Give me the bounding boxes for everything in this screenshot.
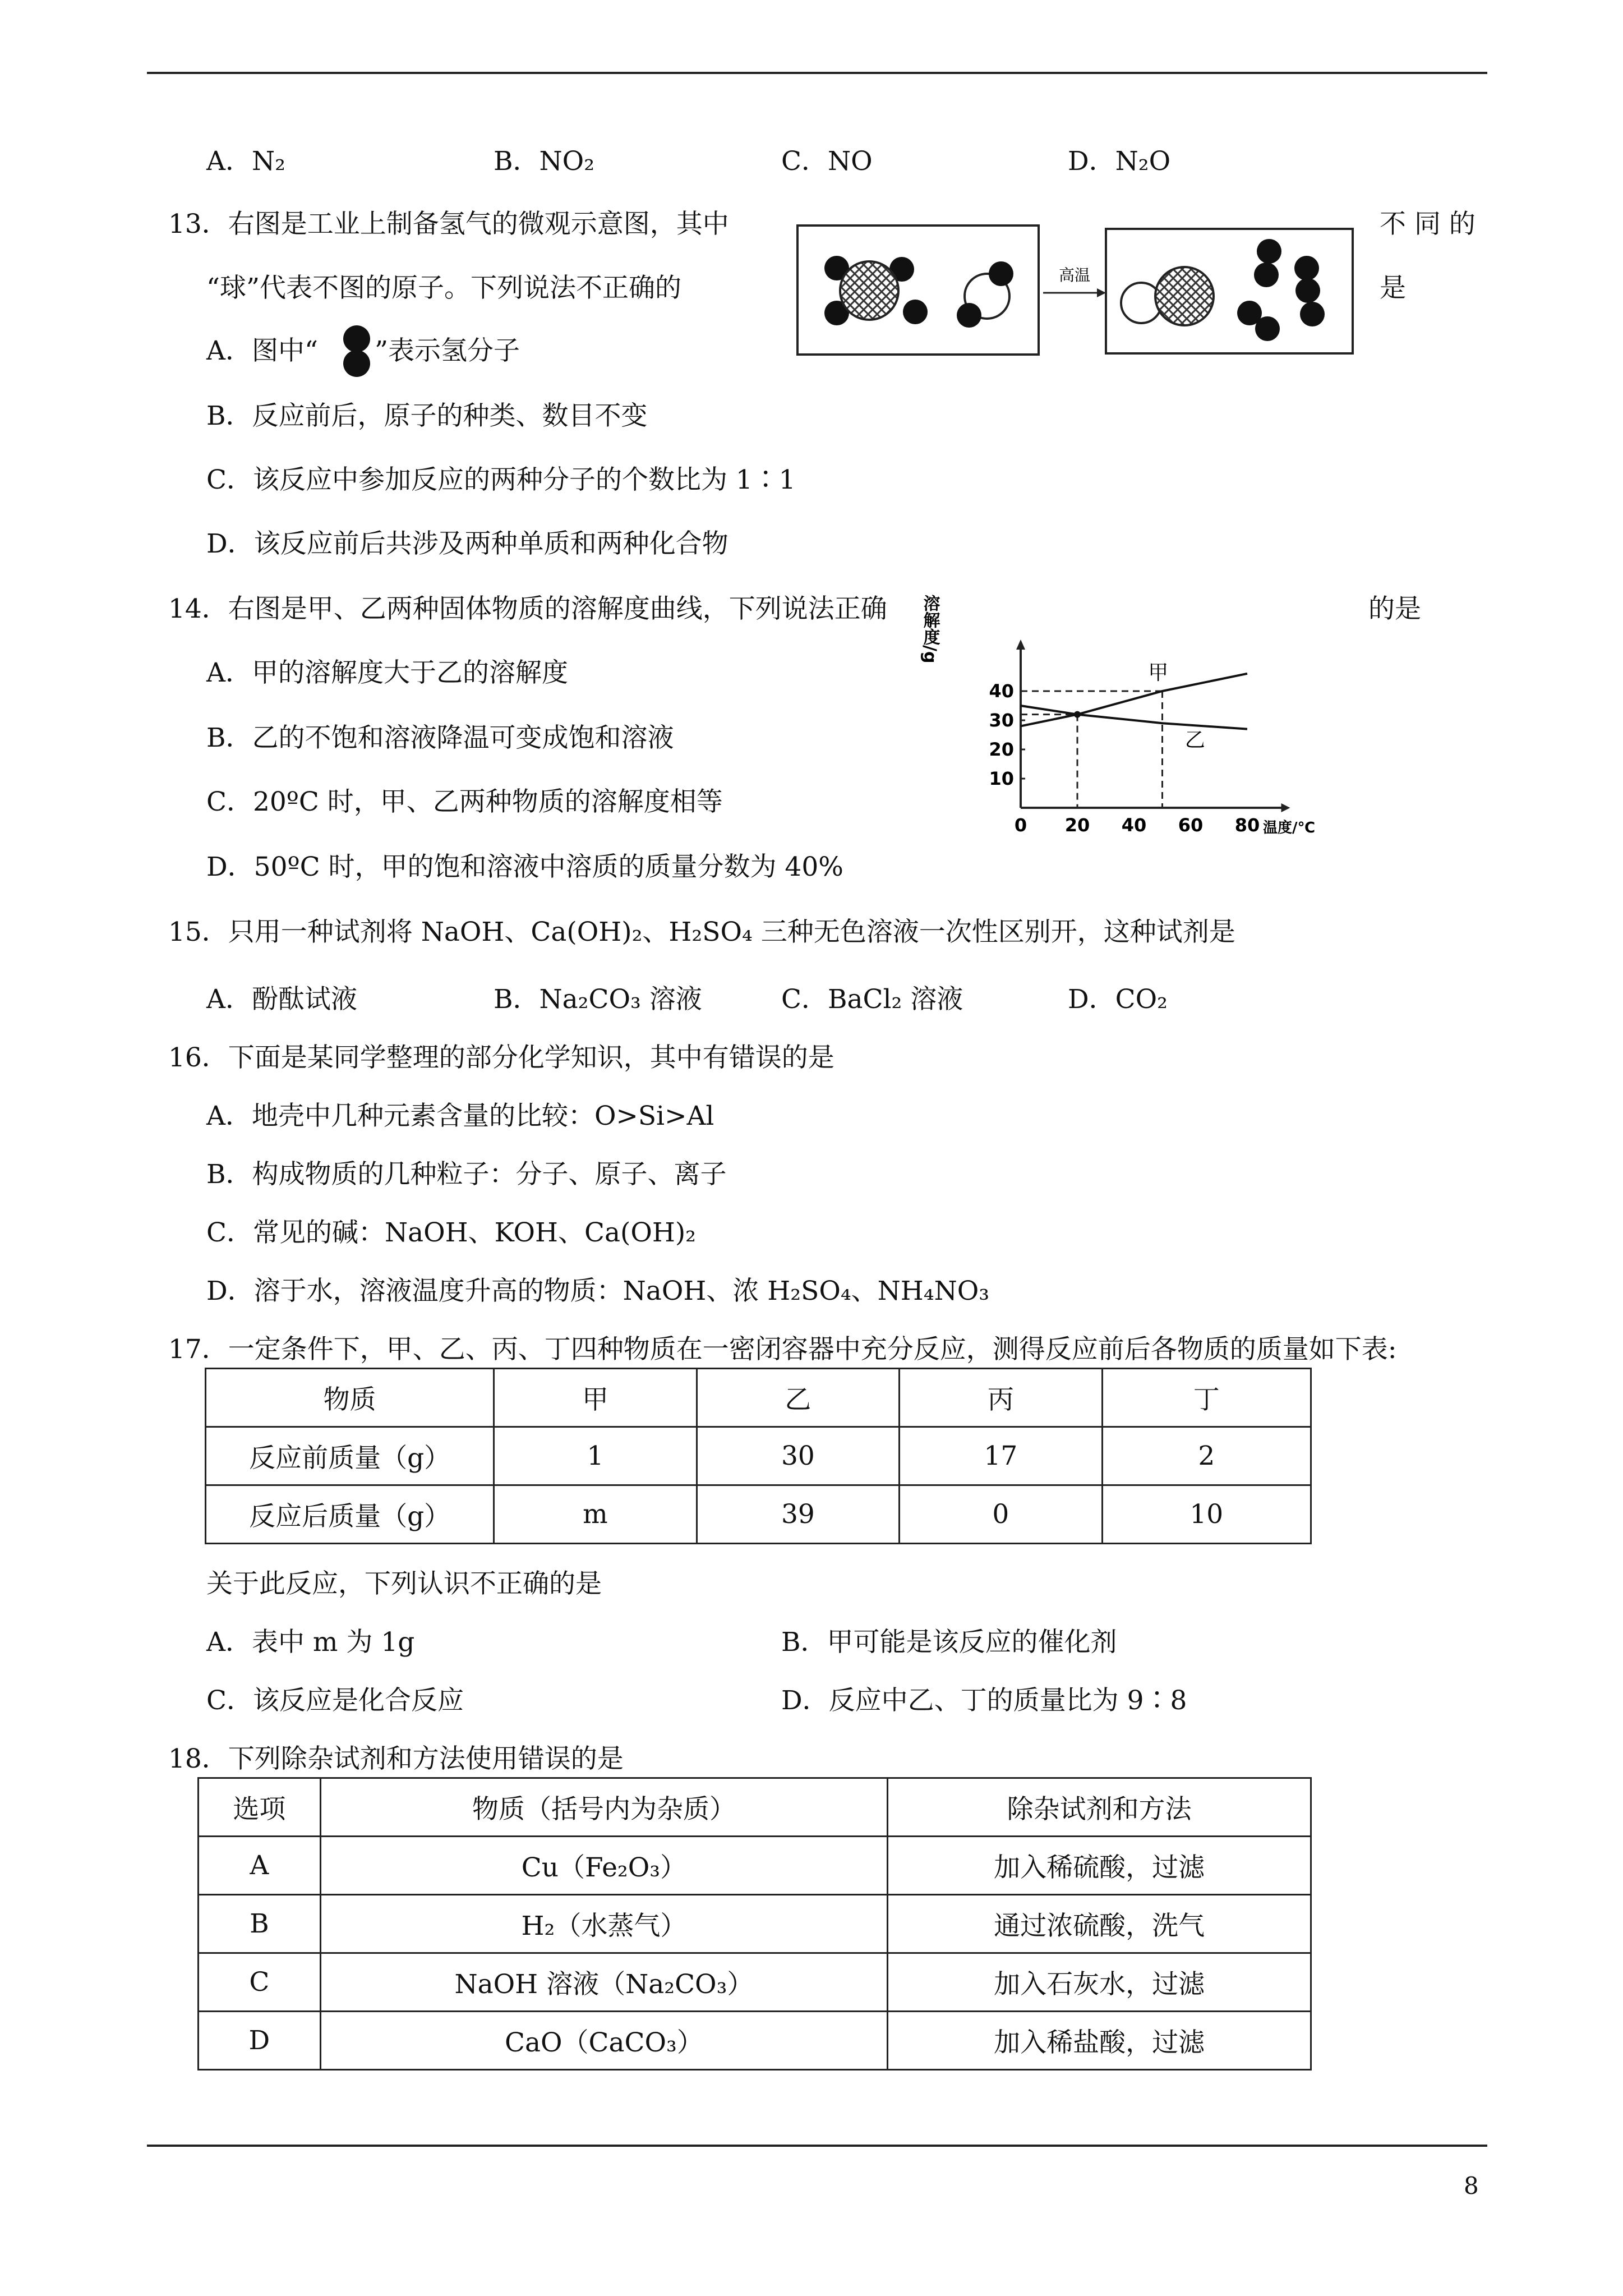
- q17-stem: 17．一定条件下，甲、乙、丙、丁四种物质在一密闭容器中充分反应，测得反应前后各物质的质量如下表:: [168, 1334, 1397, 1365]
- q14-option-c: C．20ºC 时，甲、乙两种物质的溶解度相等: [206, 786, 723, 817]
- table-cell: 加入稀盐酸，过滤: [888, 2012, 1311, 2070]
- table-cell: 1: [494, 1427, 697, 1485]
- series-line-jia: [1021, 674, 1247, 726]
- q17-option-a: A．表中 m 为 1g: [206, 1627, 415, 1658]
- table-row: [206, 1485, 1311, 1544]
- q13-option-a-post: ”表示氢分子: [375, 335, 520, 366]
- q17-option-b: B．甲可能是该反应的催化剂: [781, 1627, 1117, 1658]
- y-tick-label: 10: [989, 768, 1014, 789]
- table-cell: 2: [1102, 1427, 1311, 1485]
- x-axis-label: 温度/℃: [1263, 820, 1315, 836]
- q13-stem-line1: 13．右图是工业上制备氢气的微观示意图，其中: [168, 209, 729, 240]
- series-label-jia: 甲: [1148, 661, 1169, 685]
- footer-rule: [147, 2145, 1487, 2147]
- table-cell: 选项: [199, 1778, 321, 1837]
- table-cell: 17: [900, 1427, 1102, 1485]
- x-tick-label: 0: [1014, 815, 1027, 836]
- table-row: [199, 1895, 1311, 1953]
- q15-option-d: D．CO₂: [1068, 984, 1168, 1015]
- table-cell: 加入石灰水，过滤: [888, 1953, 1311, 2012]
- q15-stem: 15．只用一种试剂将 NaOH、Ca(OH)₂、H₂SO₄ 三种无色溶液一次性区别开，这种试剂是: [168, 917, 1235, 947]
- q17-option-d: D．反应中乙、丁的质量比为 9∶8: [781, 1685, 1187, 1716]
- q12-option-d: D．N₂O: [1068, 146, 1171, 177]
- table-cell: 39: [697, 1485, 899, 1544]
- x-axis-arrow: [1281, 803, 1290, 812]
- table-row: [199, 1953, 1311, 2012]
- q12-option-a: A．N₂: [206, 146, 285, 177]
- q14-option-a: A．甲的溶解度大于乙的溶解度: [206, 657, 568, 688]
- q13-option-b: B．反应前后，原子的种类、数目不变: [206, 401, 648, 431]
- q16-stem: 16．下面是某同学整理的部分化学知识，其中有错误的是: [168, 1042, 834, 1073]
- table-cell: 反应前质量（g）: [206, 1427, 494, 1485]
- x-tick-label: 80: [1234, 815, 1260, 836]
- q15-option-b: B．Na₂CO₃ 溶液: [494, 984, 702, 1015]
- table-row: [206, 1427, 1311, 1485]
- q16-option-d: D．溶于水，溶液温度升高的物质：NaOH、浓 H₂SO₄、NH₄NO₃: [206, 1276, 990, 1306]
- q16-option-b: B．构成物质的几种粒子：分子、原子、离子: [206, 1159, 727, 1190]
- table-cell: 除杂试剂和方法: [888, 1778, 1311, 1837]
- chart-series: [1021, 674, 1247, 729]
- y-tick-label: 40: [989, 680, 1014, 702]
- q13-stem-line1-tail: 不 同 的: [1380, 209, 1476, 240]
- table-cell: D: [199, 2012, 321, 2070]
- y-tick-label: 20: [989, 739, 1014, 760]
- reaction-micro-diagram: [796, 224, 1357, 359]
- chart-axes: [989, 639, 1290, 836]
- table-cell: B: [199, 1895, 321, 1953]
- q13-option-d: D．该反应前后共涉及两种单质和两种化合物: [206, 528, 728, 559]
- table-row: [199, 1837, 1311, 1895]
- table-cell: 甲: [494, 1369, 697, 1427]
- q14-stem-tail: 的是: [1368, 593, 1421, 624]
- series-label-yi: 乙: [1184, 728, 1205, 752]
- table-cell: 加入稀硫酸，过滤: [888, 1837, 1311, 1895]
- table-row: [199, 1778, 1311, 1837]
- q18-purification-table: [197, 1777, 1312, 2070]
- q15-option-a: A．酚酞试液: [206, 984, 357, 1015]
- x-tick-label: 40: [1121, 815, 1147, 836]
- series-line-yi: [1021, 706, 1247, 729]
- table-cell: 物质（括号内为杂质）: [320, 1778, 888, 1837]
- q13-option-c: C．该反应中参加反应的两种分子的个数比为 1∶1: [206, 464, 796, 495]
- chart-labels: [920, 595, 1315, 836]
- q17-option-c: C．该反应是化合反应: [206, 1685, 464, 1716]
- x-tick-label: 60: [1178, 815, 1204, 836]
- table-cell: H₂（水蒸气）: [320, 1895, 888, 1953]
- y-axis-label: 溶解度/g: [920, 595, 940, 664]
- table-cell: 丙: [900, 1369, 1102, 1427]
- table-cell: 通过浓硫酸，洗气: [888, 1895, 1311, 1953]
- y-axis-arrow: [1016, 639, 1025, 650]
- q16-option-a: A．地壳中几种元素含量的比较：O>Si>Al: [206, 1101, 714, 1131]
- table-cell: 乙: [697, 1369, 899, 1427]
- q17-mass-table: [205, 1368, 1312, 1544]
- q13-option-a-pre: A．图中“: [206, 335, 318, 366]
- table-cell: Cu（Fe₂O₃）: [320, 1837, 888, 1895]
- table-cell: 30: [697, 1427, 899, 1485]
- table-cell: CaO（CaCO₃）: [320, 2012, 888, 2070]
- q14-stem: 14．右图是甲、乙两种固体物质的溶解度曲线，下列说法正确: [168, 593, 887, 624]
- arrow-condition-label: 高温: [1058, 266, 1091, 284]
- q12-option-b: B．NO₂: [494, 146, 595, 177]
- q13-stem-line2-tail: 是: [1380, 273, 1406, 303]
- table-cell: 物质: [206, 1369, 494, 1427]
- q14-option-d: D．50ºC 时，甲的饱和溶液中溶质的质量分数为 40%: [206, 852, 843, 882]
- table-cell: 0: [900, 1485, 1102, 1544]
- header-rule: [147, 72, 1487, 74]
- table-cell: 丁: [1102, 1369, 1311, 1427]
- table-cell: C: [199, 1953, 321, 2012]
- y-tick-label: 30: [989, 710, 1014, 731]
- page-number: 8: [1464, 2172, 1479, 2200]
- q12-option-c: C．NO: [781, 146, 873, 177]
- table-cell: 反应后质量（g）: [206, 1485, 494, 1544]
- x-tick-label: 20: [1064, 815, 1090, 836]
- intersection-point: [1074, 711, 1081, 718]
- q14-option-b: B．乙的不饱和溶液降温可变成饱和溶液: [206, 723, 674, 753]
- q16-option-c: C．常见的碱：NaOH、KOH、Ca(OH)₂: [206, 1217, 697, 1248]
- solubility-chart: [920, 578, 1335, 847]
- q17-after-text: 关于此反应，下列认识不正确的是: [206, 1568, 602, 1599]
- table-cell: A: [199, 1837, 321, 1895]
- table-cell: 10: [1102, 1485, 1311, 1544]
- table-cell: m: [494, 1485, 697, 1544]
- hydrogen-molecule-icon: [341, 324, 372, 378]
- q18-stem: 18．下列除杂试剂和方法使用错误的是: [168, 1743, 624, 1774]
- q13-stem-line2: “球”代表不图的原子。下列说法不正确的: [206, 273, 682, 303]
- q15-option-c: C．BaCl₂ 溶液: [781, 984, 963, 1015]
- table-cell: NaOH 溶液（Na₂CO₃）: [320, 1953, 888, 2012]
- table-row: [199, 2012, 1311, 2070]
- table-row: [206, 1369, 1311, 1427]
